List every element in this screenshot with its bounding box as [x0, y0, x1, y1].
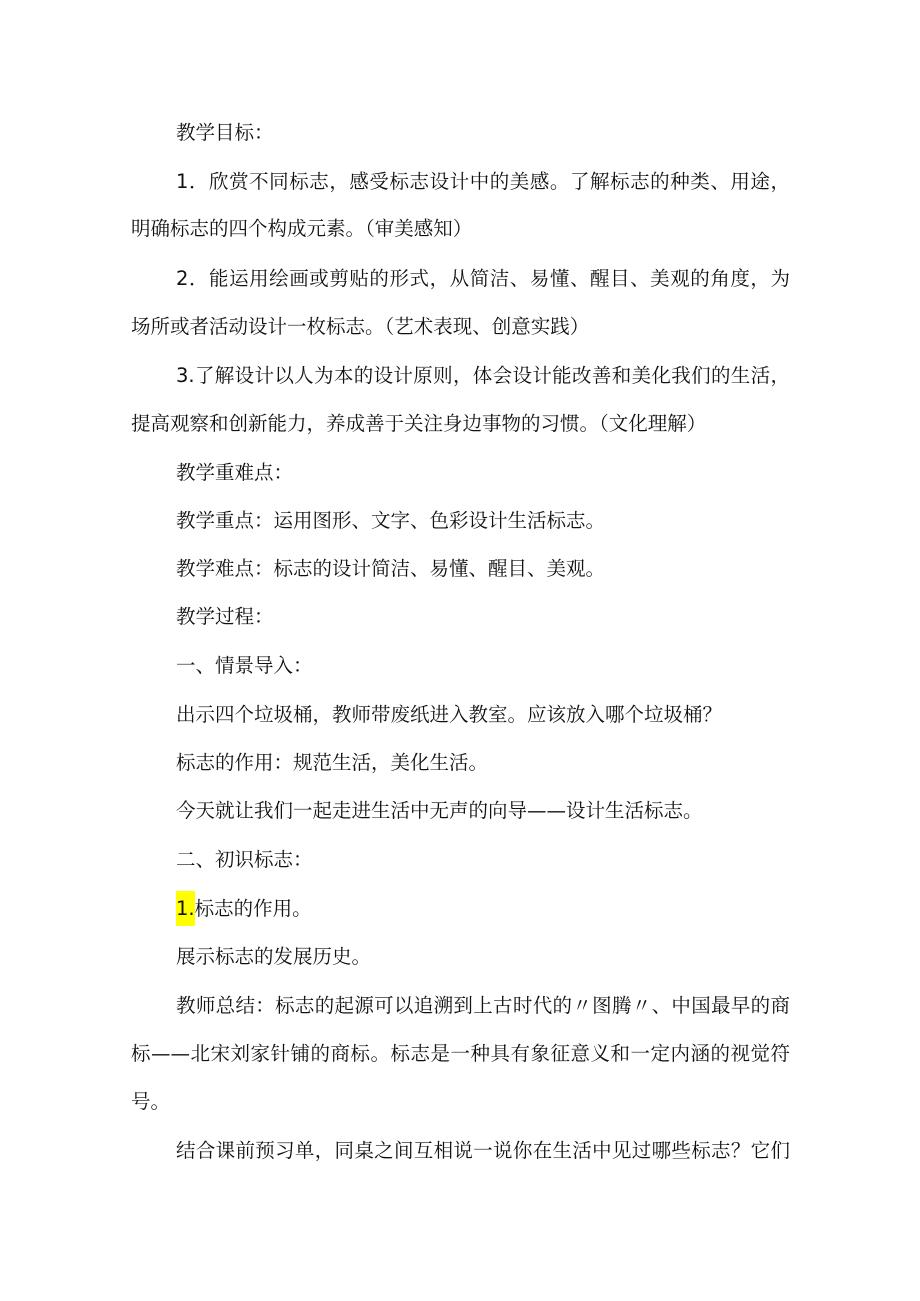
heading-key-points: 教学重难点：: [176, 461, 294, 484]
objective-3-line-1: 3.了解设计以人为本的设计原则，体会设计能改善和美化我们的生活，: [176, 364, 790, 387]
section-1-paragraph-3: 今天就让我们一起走进生活中无声的向导——设计生活标志。: [176, 799, 703, 822]
objective-2-line-1: 2．能运用绘画或剪贴的形式，从简洁、易懂、醒目、美观的角度，为: [176, 267, 790, 290]
summary-line-3: 号。: [131, 1090, 171, 1113]
objective-1-line-1: 1．欣赏不同标志，感受标志设计中的美感。了解标志的种类、用途，: [176, 170, 790, 193]
highlighted-item-number: 1.: [176, 891, 195, 926]
heading-teaching-process: 教学过程：: [176, 605, 274, 628]
item-1-paragraph-1: 展示标志的发展历史。: [176, 945, 372, 968]
objective-3-line-2: 提高观察和创新能力，养成善于关注身边事物的习惯。（文化理解）: [131, 412, 707, 435]
section-2-title: 二、初识标志：: [176, 848, 313, 871]
objective-1-line-2: 明确标志的四个构成元素。（审美感知）: [131, 217, 473, 240]
heading-teaching-objectives: 教学目标：: [176, 121, 274, 144]
item-1-text: 标志的作用。: [194, 897, 312, 920]
section-1-paragraph-1: 出示四个垃圾桶，教师带废纸进入教室。应该放入哪个垃圾桶？: [176, 703, 723, 726]
key-point: 教学重点：运用图形、文字、色彩设计生活标志。: [176, 509, 606, 532]
difficult-point: 教学难点：标志的设计简洁、易懂、醒目、美观。: [176, 557, 606, 580]
objective-2-line-2: 场所或者活动设计一枚标志。（艺术表现、创意实践）: [131, 315, 590, 338]
preview-line-1: 结合课前预习单，同桌之间互相说一说你在生活中见过哪些标志？它们: [176, 1139, 790, 1162]
item-1-line: [176, 897, 312, 921]
summary-line-2: 标——北宋刘家针铺的商标。标志是一种具有象征意义和一定内涵的视觉符: [131, 1042, 790, 1065]
summary-line-1: 教师总结：标志的起源可以追溯到上古时代的〃图腾〃、中国最早的商: [176, 994, 790, 1017]
section-1-paragraph-2: 标志的作用：规范生活，美化生活。: [176, 751, 489, 774]
section-1-title: 一、情景导入：: [176, 654, 313, 677]
